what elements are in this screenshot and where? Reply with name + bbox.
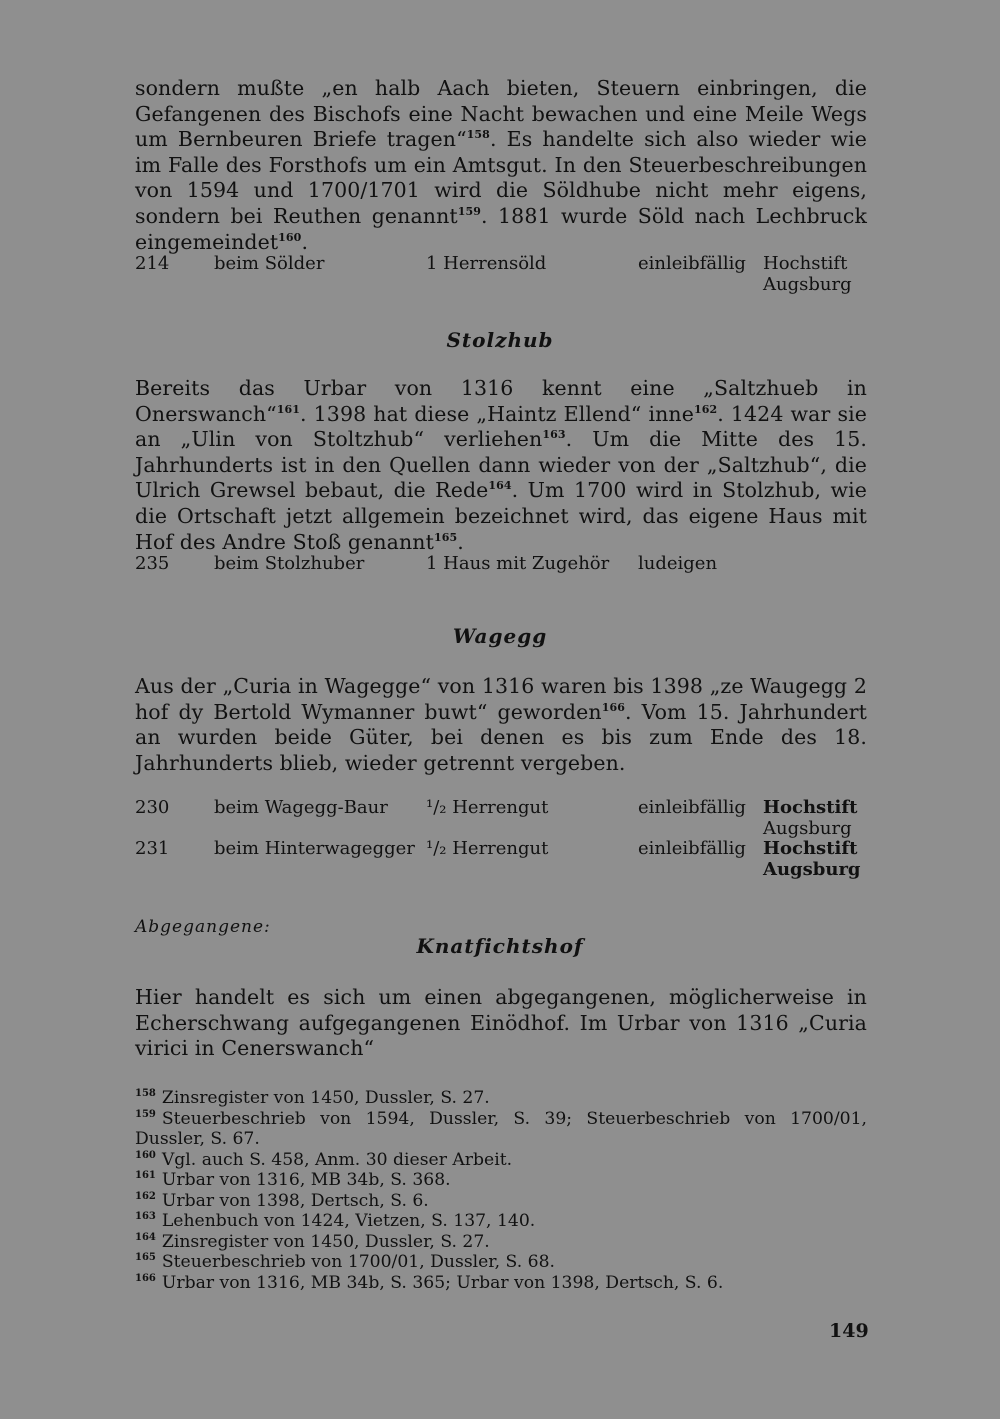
footnote-ref[interactable]: 158: [466, 128, 490, 142]
paragraph-text: sondern mußte „en halb Aach bieten, Steuern einbringen, die Gefangenen des Bischofs eine Nacht bewachen und eine Meile Wegs um Bernbeuren Briefe tragen“: [135, 76, 867, 152]
footnote-ref[interactable]: 162: [693, 402, 718, 416]
footnote-item: [135, 1088, 867, 1109]
entry-type: 1 Haus mit Zugehör: [426, 553, 610, 574]
footnote-ref[interactable]: 166: [601, 700, 625, 714]
entry-status: einleibfällig: [638, 253, 746, 274]
entry-type: ¹/₂ Herrengut: [426, 838, 549, 859]
section-heading-wagegg: Wagegg: [452, 624, 548, 648]
footnotes-list: [135, 1088, 867, 1293]
footnote-text: Steuerbeschrieb von 1594, Dussler, S. 39; Steuerbeschrieb von 1700/01, Dussler, S. 67.: [135, 1108, 867, 1149]
footnote-ref[interactable]: 163: [542, 428, 566, 442]
paragraph-text: .: [301, 229, 309, 254]
entry-owner-line2: Augsburg: [763, 859, 861, 880]
footnote-id: 160: [135, 1149, 156, 1161]
entry-name: beim Stolzhuber: [214, 553, 365, 574]
knatfichtshof-paragraph: Hier handelt es sich um einen abgegangenen, möglicherweise in Echerschwang aufgegangenen Einödhof. Im Urbar von 1316 „Curia virici in Cenerswanch“: [135, 985, 867, 1061]
entry-owner-line2: Augsburg: [763, 274, 852, 295]
entry-status: ludeigen: [638, 553, 718, 574]
footnote-text: Vgl. auch S. 458, Anm. 30 dieser Arbeit.: [161, 1149, 513, 1170]
paragraph-text: .: [457, 529, 464, 554]
footnote-ref[interactable]: 164: [488, 479, 512, 493]
footnote-item: [135, 1150, 867, 1171]
footnote-text: Urbar von 1316, MB 34b, S. 368.: [161, 1170, 451, 1190]
entry-owner-line2: Augsburg: [763, 818, 852, 839]
page-number: 149: [829, 1320, 869, 1342]
paragraph-text: . Um 1700 wird in Stolzhub, wie die Ortschaft jetzt allgemein bezeichnet wird, das eigene Haus mit Hof des Andre Stoß genannt: [135, 478, 867, 554]
paragraph-text: . 1424 war sie an „Ulin von Stoltzhub“ verliehen: [135, 401, 867, 452]
abgegangene-label: Abgegangene:: [135, 917, 271, 937]
paragraph-text: . Um die Mitte des 15. Jahrhunderts ist in den Quellen dann wieder von der „Saltzhub“, die Ulrich Grewsel bebaut, die Rede: [135, 427, 868, 503]
footnote-id: 165: [135, 1252, 156, 1264]
footnote-ref[interactable]: 161: [276, 402, 300, 416]
footnote-item: [135, 1211, 867, 1232]
footnote-text: Zinsregister von 1450, Dussler, S. 27.: [161, 1231, 490, 1252]
paragraph-text: . Es handelte sich also wieder wie im Falle des Forsthofs um ein Amtsgut. In den Steuerbeschreibungen von 1594 und 1700/1701 wird die Söldhube nicht mehr eigens, sondern bei Reuthen genannt: [135, 127, 867, 228]
entry-number: 230: [135, 797, 170, 818]
entry-name: beim Wagegg-Baur: [214, 797, 388, 818]
footnote-ref[interactable]: 159: [457, 205, 481, 219]
footnote-id: 166: [135, 1272, 156, 1284]
paragraph-text: . 1881 wurde Söld nach Lechbruck eingemeindet: [135, 203, 867, 254]
entry-owner: Hochstift: [763, 838, 858, 859]
footnote-id: 159: [135, 1108, 156, 1120]
entry-status: einleibfällig: [638, 838, 746, 859]
footnote-text: Zinsregister von 1450, Dussler, S. 27.: [161, 1088, 490, 1108]
footnote-text: Urbar von 1398, Dertsch, S. 6.: [161, 1190, 429, 1211]
footnote-text: Lehenbuch von 1424, Vietzen, S. 137, 140.: [161, 1211, 536, 1231]
footnote-text: Steuerbeschrieb von 1700/01, Dussler, S. 68.: [161, 1252, 555, 1272]
footnote-id: 158: [135, 1088, 156, 1100]
entry-owner: Hochstift: [763, 253, 848, 274]
wagegg-paragraph: [135, 674, 867, 776]
entry-number: 231: [135, 838, 170, 859]
section-heading-knatfichtshof: Knatfichtshof: [416, 934, 584, 958]
footnote-item: [135, 1170, 867, 1191]
entry-type: 1 Herrensöld: [426, 253, 547, 274]
footnote-item: [135, 1191, 867, 1212]
entry-owner: Hochstift: [763, 797, 858, 818]
footnote-item: [135, 1273, 867, 1294]
footnote-id: 161: [135, 1170, 156, 1182]
footnote-id: 164: [135, 1231, 156, 1243]
section-heading-stolzhub: Stolzhub: [446, 328, 554, 352]
paragraph-text: Aus der „Curia in Wagegge“ von 1316 waren bis 1398 „ze Waugegg 2 hof dy Bertold Wymanner buwt“ geworden: [135, 674, 867, 724]
entry-number: 214: [135, 253, 170, 274]
footnote-ref[interactable]: 165: [433, 530, 458, 544]
entry-name: beim Sölder: [214, 253, 325, 274]
intro-paragraph: [135, 76, 867, 255]
entry-name: beim Hinterwagegger: [214, 838, 415, 859]
entry-type: ¹/₂ Herrengut: [426, 797, 549, 818]
footnote-item: [135, 1232, 867, 1253]
footnote-id: 163: [135, 1211, 156, 1223]
paragraph-text: . 1398 hat diese „Haintz Ellend“ inne: [299, 401, 694, 426]
footnote-text: Urbar von 1316, MB 34b, S. 365; Urbar von 1398, Dertsch, S. 6.: [161, 1272, 724, 1293]
paragraph-text: . Vom 15. Jahrhundert an wurden beide Güter, bei denen es bis zum Ende des 18. Jahrhunderts blieb, wieder getrennt vergeben.: [135, 699, 867, 775]
entry-status: einleibfällig: [638, 797, 746, 818]
stolzhub-paragraph: [135, 376, 867, 555]
footnote-item: [135, 1109, 867, 1150]
footnote-item: [135, 1252, 867, 1273]
entry-number: 235: [135, 553, 170, 574]
paragraph-text: Bereits das Urbar von 1316 kennt eine „Saltzhueb in Onerswanch“: [135, 376, 867, 426]
footnote-ref[interactable]: 160: [278, 230, 302, 244]
footnote-id: 162: [135, 1190, 156, 1202]
